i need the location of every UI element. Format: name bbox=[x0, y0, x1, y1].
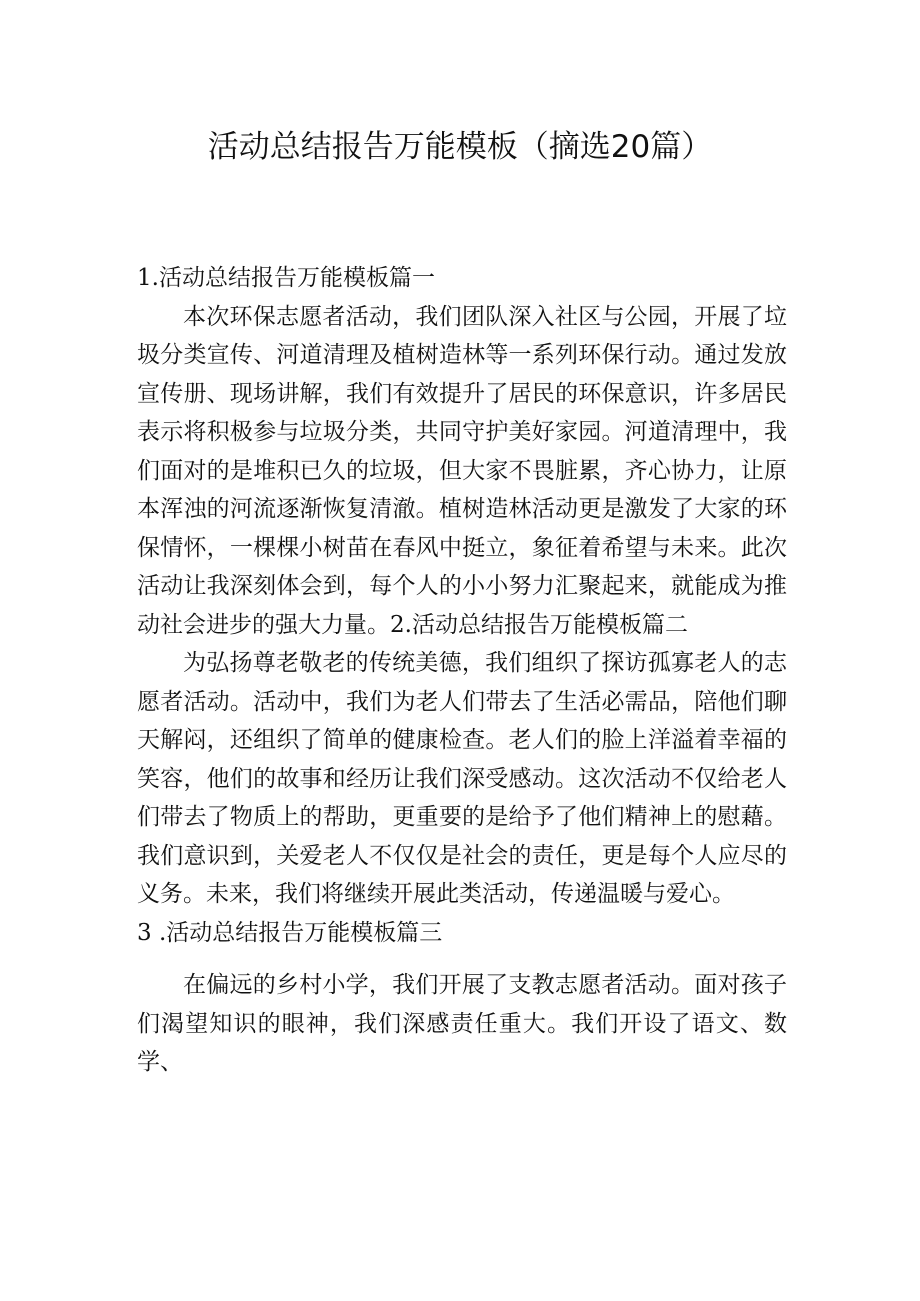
section-heading: 1.活动总结报告万能模板篇一 bbox=[137, 265, 435, 291]
document-body bbox=[137, 259, 787, 1082]
section-paragraph: 为弘扬尊老敬老的传统美德，我们组织了探访孤寡老人的志愿者活动。活动中，我们为老人们带去了生活必需品，陪他们聊天解闷，还组织了简单的健康检查。老人们的脸上洋溢着幸福的笑容，他们的故事和经历让我们深受感动。这次活动不仅给老人们带去了物质上的帮助，更重要的是给予了他们精神上的慰藉。我们意识到，关爱老人不仅仅是社会的责任，更是每个人应尽的义务。未来，我们将继续开展此类活动，传递温暖与爱心。 bbox=[137, 650, 787, 907]
section-heading: 3 .活动总结报告万能模板篇三 bbox=[137, 919, 443, 946]
paragraph-gap bbox=[137, 952, 787, 966]
section-paragraph bbox=[137, 298, 787, 645]
section-paragraph: 在偏远的乡村小学，我们开展了支教志愿者活动。面对孩子们渴望知识的眼神，我们深感责任重大。我们开设了语文、数学、 bbox=[137, 972, 787, 1075]
document-title: 活动总结报告万能模板（摘选20篇） bbox=[207, 129, 713, 165]
section-heading: 2.活动总结报告万能模板篇二 bbox=[390, 611, 688, 638]
section-body-text: 本次环保志愿者活动，我们团队深入社区与公园，开展了垃圾分类宣传、河道清理及植树造林等一系列环保行动。通过发放宣传册、现场讲解，我们有效提升了居民的环保意识，许多居民表示将积极参与垃圾分类，共同守护美好家园。河道清理中，我们面对的是堆积已久的垃圾，但大家不畏脏累，齐心协力，让原本浑浊的河流逐渐恢复清澈。植树造林活动更是激发了大家的环保情怀，一棵棵小树苗在春风中挺立，象征着希望与未来。此次活动让我深刻体会到，每个人的小小努力汇聚起来，就能成为推动社会进步的强大力量。 bbox=[137, 303, 787, 638]
